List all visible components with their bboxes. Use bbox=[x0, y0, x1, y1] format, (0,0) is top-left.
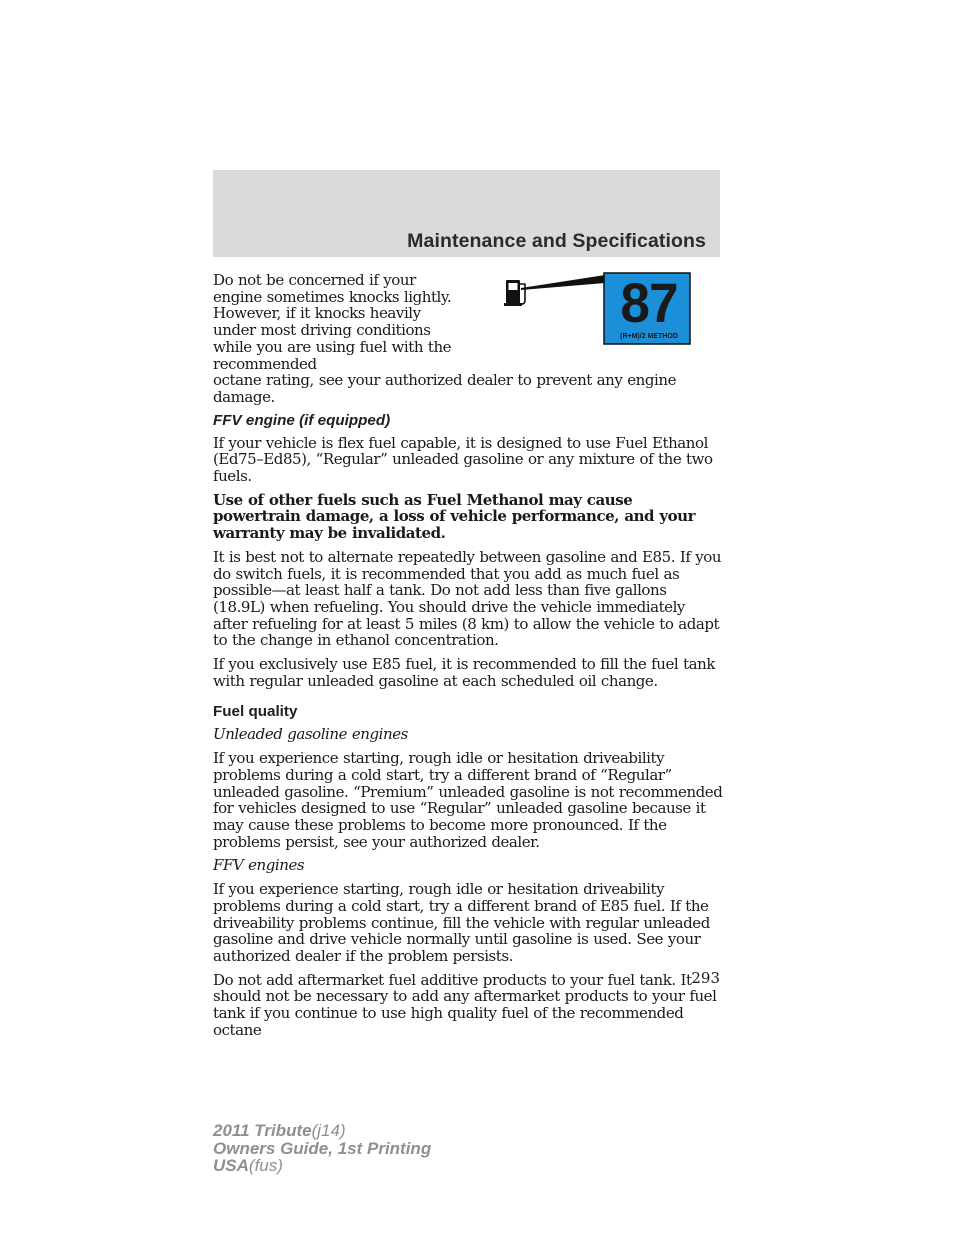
unleaded-paragraph: If you experience starting, rough idle or hesitation driveability problems during a cold start, try a different brand of “Regular” unleaded gasoline. “Premium” unleaded gasoline is not recommended for vehicles designed to use “Regular” unleaded gasoline because it may cause these problems to become more pronounced. If the problems persist, see your authorized dealer. bbox=[213, 749, 723, 851]
unleaded-subheading: Unleaded gasoline engines bbox=[213, 725, 408, 744]
print-footer bbox=[213, 1122, 431, 1175]
footer-model: 2011 Tribute bbox=[213, 1121, 312, 1140]
octane-number: 87 bbox=[620, 271, 678, 334]
section-header-band bbox=[213, 170, 720, 257]
page-content bbox=[213, 272, 723, 1045]
ffv-switching-paragraph: It is best not to alternate repeatedly between gasoline and E85. If you do switch fuels, it is recommended that you add as much fuel as possible—at least half a tank. Do not add less than five gallons (18.9L) when refueling. You should drive the vehicle immediately after refueling for at least 5 miles (8 km) to allow the vehicle to adapt to the change in ethanol concentration. bbox=[213, 547, 722, 650]
footer-code: (j14) bbox=[311, 1121, 346, 1140]
footer-market-code: (fus) bbox=[248, 1156, 283, 1175]
additives-paragraph: Do not add aftermarket fuel additive products to your fuel tank. It should not be necessary to add any aftermarket products to your fuel tank if you continue to use high quality fuel of the recommended octane bbox=[213, 970, 717, 1039]
footer-line-model bbox=[213, 1122, 431, 1140]
intro-paragraph: Do not be concerned if your engine sometimes knocks lightly. However, if it knocks heavily under most driving conditions while you are using fuel with the recommended bbox=[213, 271, 452, 373]
section-title: Maintenance and Specifications bbox=[407, 230, 706, 252]
page-number: 293 bbox=[691, 969, 720, 987]
intro-paragraph-continued: octane rating, see your authorized dealer to prevent any engine damage. bbox=[213, 371, 676, 406]
ffv-paragraph: If your vehicle is flex fuel capable, it is designed to use Fuel Ethanol (Ed75–Ed85), “Regular” unleaded gasoline or any mixture of the two fuels. bbox=[213, 433, 713, 486]
ffv-warning: Use of other fuels such as Fuel Methanol may cause powertrain damage, a loss of vehicle performance, and your warranty may be invalidated. bbox=[213, 490, 696, 543]
ffv-heading: FFV engine (if equipped) bbox=[213, 411, 391, 429]
ffv-e85-paragraph: If you exclusively use E85 fuel, it is recommended to fill the fuel tank with regular unleaded gasoline at each scheduled oil change. bbox=[213, 655, 716, 690]
footer-line-market bbox=[213, 1157, 431, 1175]
octane-method-label: (R+M)/2 METHOD bbox=[620, 333, 678, 340]
fuel-quality-heading: Fuel quality bbox=[213, 703, 298, 721]
ffv-engines-subheading: FFV engines bbox=[213, 856, 305, 875]
ffv-engines-paragraph: If you experience starting, rough idle or hesitation driveability problems during a cold start, try a different brand of E85 fuel. If the driveability problems continue, fill the vehicle with regular unleaded gasoline and drive vehicle normally until gasoline is used. See your authorized dealer if the problem persists. bbox=[213, 880, 710, 965]
footer-guide: Owners Guide, 1st Printing bbox=[213, 1138, 432, 1158]
footer-market: USA bbox=[213, 1156, 249, 1175]
